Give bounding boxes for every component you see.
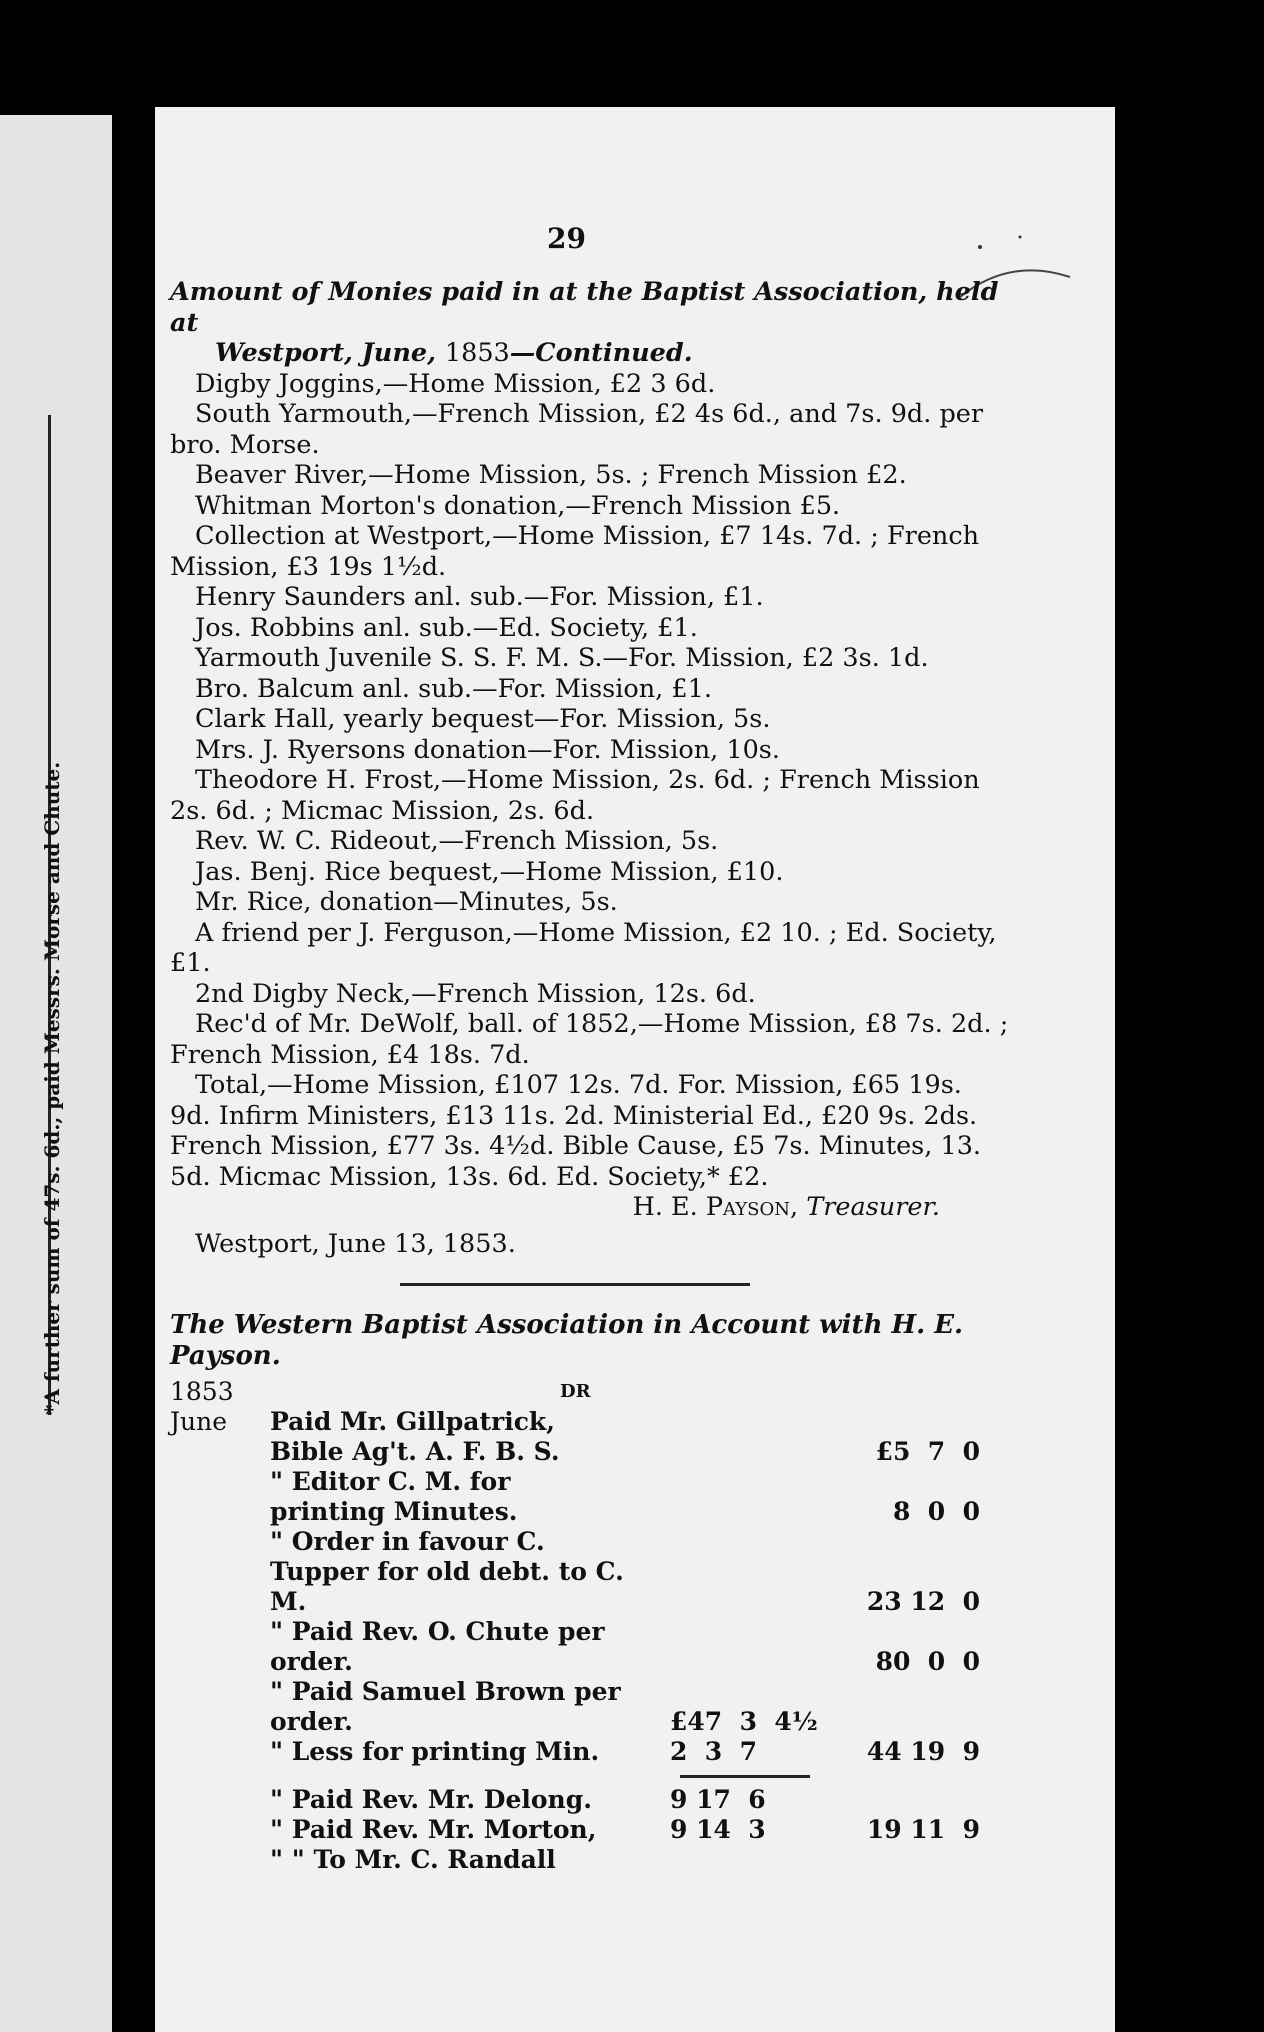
margin-side-note: *A further sum of 47s. 6d., paid Messrs. Morse and Chute. <box>40 761 64 1415</box>
list-item: Beaver River,—Home Mission, 5s. ; French Mission £2. <box>195 460 907 490</box>
treasurer-title: Treasurer. <box>806 1192 940 1222</box>
page-number: 29 <box>547 222 586 255</box>
list-item: Clark Hall, yearly bequest—For. Mission, 5s. <box>195 704 771 734</box>
row-desc: " " To Mr. C. Randall <box>270 1845 556 1874</box>
table-row <box>170 1737 1010 1767</box>
entry-list <box>170 369 1010 1193</box>
list-item: 2nd Digby Neck,—French Mission, 12s. 6d. <box>195 978 756 1009</box>
list-item: Total,—Home Mission, £107 12s. 7d. For. Mission, £65 19s. 9d. Infirm Ministers, £13 11s. 2d. Ministerial Ed., £20 9s. 2ds. French Mission, £77 3s. 4½d. Bible Cause, £5 7s. Minutes, 13. 5d. Micmac Mission, 13s. 6d. Ed. Society,* £2. <box>170 1070 982 1192</box>
row-subamount: 2 3 7 <box>670 1737 757 1766</box>
list-item: Rec'd of Mr. DeWolf, ball. of 1852,—Home Mission, £8 7s. 2d. ; French Mission, £4 18s. 7d. <box>170 1009 1009 1070</box>
list-item: Bro. Balcum anl. sub.—For. Mission, £1. <box>195 673 712 704</box>
document-page <box>155 107 1115 2032</box>
ledger-table <box>170 1377 1010 1875</box>
list-item: Theodore H. Frost,—Home Mission, 2s. 6d. ; French Mission 2s. 6d. ; Micmac Mission, 2s. 6d. <box>170 765 980 826</box>
row-amount: 23 12 0 <box>866 1587 980 1616</box>
row-desc: " Paid Samuel Brown per order. <box>270 1677 621 1736</box>
section-heading <box>170 277 1010 369</box>
table-row <box>170 1467 1010 1527</box>
row-amount: 19 11 9 <box>866 1815 980 1844</box>
row-subamount: £47 3 4½ <box>670 1707 818 1736</box>
section-divider <box>400 1283 750 1286</box>
table-row <box>170 1845 1010 1875</box>
row-subamount: 9 17 6 <box>670 1785 766 1814</box>
table-row <box>170 1527 1010 1617</box>
list-item: A friend per J. Ferguson,—Home Mission, £2 10. ; Ed. Society, £1. <box>170 917 997 978</box>
ledger-title: The Western Baptist Association in Account with H. E. Payson. <box>170 1310 964 1371</box>
row-desc: " Paid Rev. O. Chute per order. <box>270 1617 605 1676</box>
ledger-month: June <box>170 1407 228 1436</box>
ledger-header-row <box>170 1377 1010 1407</box>
list-item: Jas. Benj. Rice bequest,—Home Mission, £10. <box>195 856 784 887</box>
row-desc: " Less for printing Min. <box>270 1737 600 1766</box>
list-item: Jos. Robbins anl. sub.—Ed. Society, £1. <box>195 612 698 643</box>
left-page-margin <box>0 115 112 2032</box>
ledger-year: 1853 <box>170 1377 234 1406</box>
row-desc: " Order in favour C. Tupper for old debt. to C. M. <box>270 1527 624 1616</box>
row-amount: £5 7 0 <box>875 1437 980 1466</box>
list-item: Collection at Westport,—Home Mission, £7 14s. 7d. ; French Mission, £3 19s 1½d. <box>170 521 980 582</box>
row-desc: " Paid Rev. Mr. Morton, <box>270 1815 597 1844</box>
list-item: Mr. Rice, donation—Minutes, 5s. <box>195 887 618 917</box>
list-item: Digby Joggins,—Home Mission, £2 3 6d. <box>195 368 716 399</box>
list-item: South Yarmouth,—French Mission, £2 4s 6d., and 7s. 9d. per bro. Morse. <box>170 399 984 460</box>
dateline: Westport, June 13, 1853. <box>195 1228 516 1259</box>
row-desc: " Paid Rev. Mr. Delong. <box>270 1785 592 1814</box>
list-item: Mrs. J. Ryersons donation—For. Mission, 10s. <box>195 734 780 765</box>
signature <box>170 1192 1010 1223</box>
table-row <box>170 1677 1010 1737</box>
table-row <box>170 1785 1010 1815</box>
heading-line-1: Amount of Monies paid in at the Baptist Association, held at <box>170 277 999 338</box>
page-content <box>170 277 1010 1875</box>
row-amount: 44 19 9 <box>866 1737 980 1766</box>
heading-line-2: Westport, June, 1853—Continued. <box>215 338 693 368</box>
row-desc: " Editor C. M. for printing Minutes. <box>270 1467 518 1526</box>
subtotal-rule-row <box>170 1767 1010 1785</box>
list-item: Whitman Morton's donation,—French Mission £5. <box>195 490 841 521</box>
row-amount: 80 0 0 <box>875 1647 980 1676</box>
row-amount: 8 0 0 <box>893 1497 980 1526</box>
dr-label: DR <box>560 1381 591 1402</box>
table-row <box>170 1407 1010 1467</box>
list-item: Rev. W. C. Rideout,—French Mission, 5s. <box>195 826 719 856</box>
list-item: Henry Saunders anl. sub.—For. Mission, £1. <box>195 582 764 612</box>
row-desc: Paid Mr. Gillpatrick, Bible Ag't. A. F. B. S. <box>270 1407 560 1466</box>
table-row <box>170 1815 1010 1845</box>
list-item: Yarmouth Juvenile S. S. F. M. S.—For. Mission, £2 3s. 1d. <box>195 643 929 673</box>
row-subamount: 9 14 3 <box>670 1815 766 1844</box>
subtotal-rule <box>680 1775 810 1778</box>
table-row <box>170 1617 1010 1677</box>
treasurer-name: H. E. Payson, <box>632 1192 799 1222</box>
